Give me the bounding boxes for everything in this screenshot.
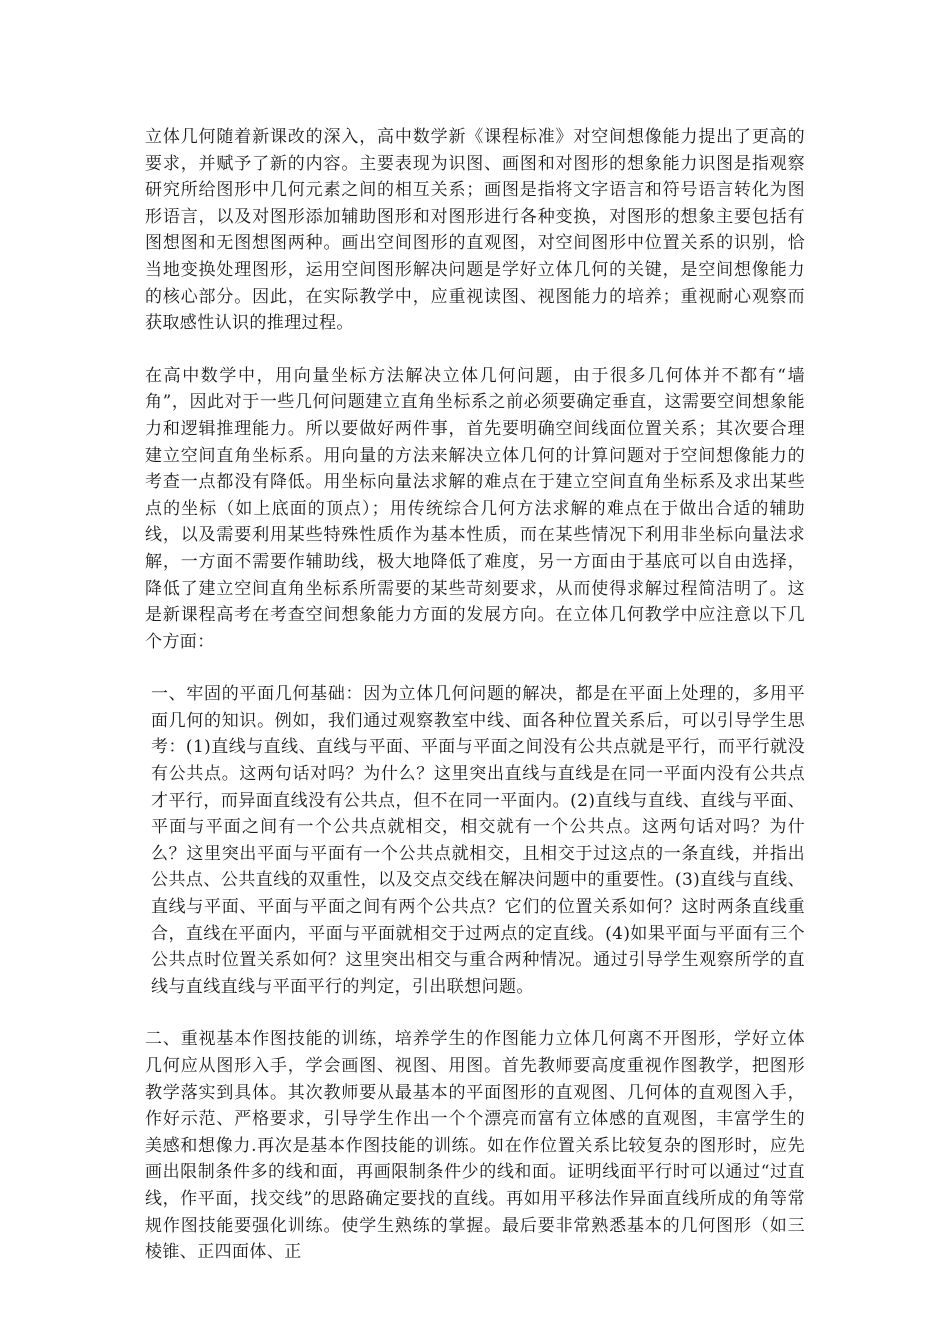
document-body	[145, 124, 805, 1266]
paragraph-drawing-skills: 二、重视基本作图技能的训练，培养学生的作图能力立体几何离不开图形，学好立体几何应从图形入手，学会画图、视图、用图。首先教师要高度重视作图教学，把图形教学落实到具体。其次教师要从最基本的平面图形的直观图、几何体的直观图入手，作好示范、严格要求，引导学生作出一个个漂亮而富有立体感的直观图，丰富学生的美感和想像力.再次是基本作图技能的训练。如在作位置关系比较复杂的图形时，应先画出限制条件多的线和面，再画限制条件少的线和面。证明线面平行时可以通过“过直线，作平面，找交线”的思路确定要找的直线。再如用平移法作异面直线所成的角等常规作图技能要强化训练。使学生熟练的掌握。最后要非常熟悉基本的几何图形（如三棱锥、正四面体、正	[145, 1029, 805, 1263]
paragraph-plane-geometry-foundation: 一、牢固的平面几何基础：因为立体几何问题的解决，都是在平面上处理的，多用平面几何的知识。例如，我们通过观察教室中线、面各种位置关系后，可以引导学生思考：(1)直线与直线、直线与平面、平面与平面之间没有公共点就是平行，而平行就没有公共点。这两句话对吗？为什么？这里突出直线与直线是在同一平面内没有公共点才平行，而异面直线没有公共点，但不在同一平面内。(2)直线与直线、直线与平面、平面与平面之间有一个公共点就相交，相交就有一个公共点。这两句话对吗？为什么？这里突出平面与平面有一个公共点就相交，且相交于过这点的一条直线，并指出公共点、公共直线的双重性，以及交点交线在解决问题中的重要性。(3)直线与直线、直线与平面、平面与平面之间有两个公共点？它们的位置关系如何？这时两条直线重合，直线在平面内，平面与平面就相交于过两点的定直线。(4)如果平面与平面有三个公共点时位置关系如何？这里突出相交与重合两种情况。通过引导学生观察所学的直线与直线直线与平面平行的判定，引出联想问题。	[151, 684, 805, 997]
paragraph-vector-method: 在高中数学中，用向量坐标方法解决立体几何问题，由于很多几何体并不都有“墙角”，因此对于一些几何问题建立直角坐标系之前必须要确定垂直，这需要空间想象能力和逻辑推理能力。所以要做好两件事，首先要明确空间线面位置关系；其次要合理建立空间直角坐标系。用向量的方法来解决立体几何的计算问题对于空间想像能力的考查一点都没有降低。用坐标向量法求解的难点在于建立空间直角坐标系及求出某些点的坐标（如上底面的顶点）；用传统综合几何方法求解的难点在于做出合适的辅助线，以及需要利用某些特殊性质作为基本性质，而在某些情况下利用非坐标向量法求解，一方面不需要作辅助线，极大地降低了难度，另一方面由于基底可以自由选择，降低了建立空间直角坐标系所需要的某些苛刻要求，从而使得求解过程简洁明了。这是新课程高考在考查空间想象能力方面的发展方向。在立体几何教学中应注意以下几个方面：	[145, 365, 805, 652]
paragraph-intro: 立体几何随着新课改的深入，高中数学新《课程标准》对空间想像能力提出了更高的要求，并赋予了新的内容。主要表现为识图、画图和对图形的想象能力识图是指观察研究所给图形中几何元素之间的相互关系；画图是指将文字语言和符号语言转化为图形语言，以及对图形添加辅助图形和对图形进行各种变换，对图形的想象主要包括有图想图和无图想图两种。画出空间图形的直观图，对空间图形中位置关系的识别，恰当地变换处理图形，运用空间图形解决问题是学好立体几何的关键，是空间想像能力的核心部分。因此，在实际教学中，应重视读图、视图能力的培养；重视耐心观察而获取感性认识的推理过程。	[145, 127, 805, 334]
